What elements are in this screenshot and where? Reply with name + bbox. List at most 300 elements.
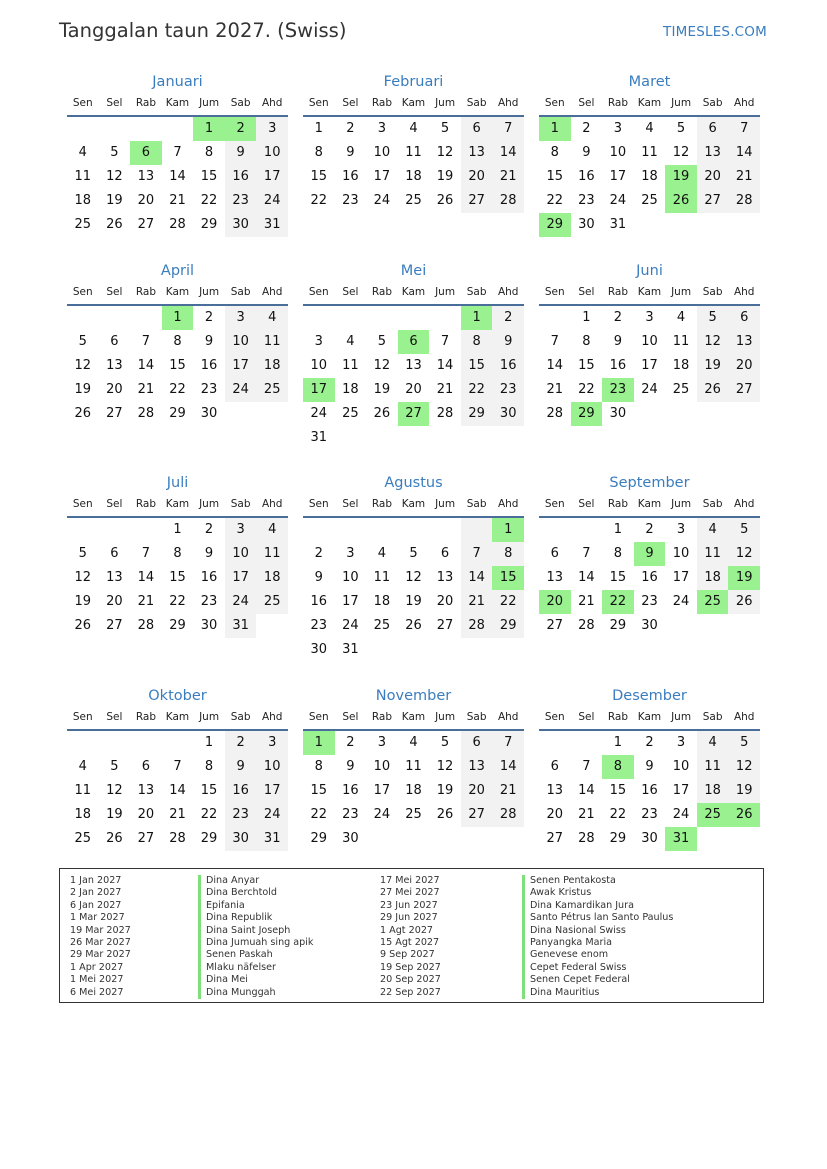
- day-cell[interactable]: 16: [492, 354, 524, 378]
- day-cell[interactable]: 21: [728, 165, 760, 189]
- day-cell[interactable]: 26: [405, 618, 422, 633]
- day-cell[interactable]: 28: [492, 803, 524, 827]
- day-cell[interactable]: 7: [141, 334, 151, 349]
- day-cell[interactable]: 30: [578, 217, 595, 232]
- day-cell[interactable]: 8: [602, 755, 634, 779]
- day-cell[interactable]: 12: [74, 358, 92, 373]
- day-cell[interactable]: 13: [436, 570, 454, 585]
- day-cell[interactable]: 1: [613, 735, 623, 750]
- day-cell[interactable]: 5: [78, 334, 87, 349]
- day-cell[interactable]: 26: [665, 189, 697, 213]
- day-cell[interactable]: 8: [173, 546, 182, 561]
- day-cell[interactable]: 27: [106, 406, 123, 421]
- day-cell[interactable]: 4: [645, 121, 654, 136]
- day-cell[interactable]: 16: [578, 169, 595, 184]
- day-cell[interactable]: 28: [137, 618, 155, 633]
- day-cell[interactable]: 17: [342, 594, 359, 609]
- day-cell[interactable]: 20: [405, 382, 422, 397]
- day-cell[interactable]: 16: [609, 358, 627, 373]
- day-cell[interactable]: 10: [672, 546, 690, 561]
- day-cell[interactable]: 1: [204, 735, 214, 750]
- day-cell[interactable]: 11: [373, 570, 391, 585]
- day-cell[interactable]: 15: [461, 354, 493, 378]
- day-cell[interactable]: 9: [225, 141, 257, 165]
- day-cell[interactable]: 25: [697, 590, 729, 614]
- day-cell[interactable]: 28: [436, 406, 454, 421]
- day-cell[interactable]: 24: [373, 807, 391, 822]
- day-cell[interactable]: 8: [613, 546, 623, 561]
- day-cell[interactable]: 3: [225, 518, 257, 542]
- day-cell[interactable]: 14: [137, 358, 155, 373]
- day-cell[interactable]: 19: [436, 783, 454, 798]
- day-cell[interactable]: 30: [200, 618, 218, 633]
- day-cell[interactable]: 29: [310, 831, 328, 846]
- day-cell[interactable]: 2: [613, 310, 623, 325]
- day-cell[interactable]: 15: [609, 570, 627, 585]
- day-cell[interactable]: 5: [409, 546, 418, 561]
- day-cell[interactable]: 12: [672, 145, 690, 160]
- day-cell[interactable]: 11: [74, 169, 92, 184]
- day-cell[interactable]: 3: [256, 117, 288, 141]
- day-cell[interactable]: 29: [609, 618, 627, 633]
- day-cell[interactable]: 31: [665, 827, 697, 851]
- day-cell[interactable]: 30: [225, 213, 257, 237]
- day-cell[interactable]: 29: [200, 217, 218, 232]
- day-cell[interactable]: 10: [342, 570, 359, 585]
- day-cell[interactable]: 13: [546, 570, 564, 585]
- day-cell[interactable]: 21: [492, 165, 524, 189]
- day-cell[interactable]: 10: [373, 759, 391, 774]
- day-cell[interactable]: 2: [225, 117, 257, 141]
- day-cell[interactable]: 1: [461, 306, 493, 330]
- day-cell[interactable]: 1: [582, 310, 591, 325]
- day-cell[interactable]: 24: [342, 618, 359, 633]
- day-cell[interactable]: 21: [169, 193, 186, 208]
- day-cell[interactable]: 7: [173, 759, 182, 774]
- day-cell[interactable]: 25: [405, 807, 422, 822]
- day-cell[interactable]: 18: [697, 566, 729, 590]
- day-cell[interactable]: 31: [256, 827, 288, 851]
- day-cell[interactable]: 11: [74, 783, 92, 798]
- day-cell[interactable]: 23: [641, 594, 658, 609]
- day-cell[interactable]: 9: [492, 330, 524, 354]
- day-cell[interactable]: 8: [582, 334, 591, 349]
- day-cell[interactable]: 27: [106, 618, 123, 633]
- day-cell[interactable]: 22: [546, 193, 564, 208]
- day-cell[interactable]: 22: [310, 807, 328, 822]
- day-cell[interactable]: 19: [728, 566, 760, 590]
- day-cell[interactable]: 25: [74, 831, 92, 846]
- day-cell[interactable]: 7: [440, 334, 450, 349]
- day-cell[interactable]: 13: [106, 570, 123, 585]
- day-cell[interactable]: 4: [256, 306, 288, 330]
- day-cell[interactable]: 12: [106, 169, 123, 184]
- day-cell[interactable]: 1: [314, 121, 323, 136]
- day-cell[interactable]: 28: [728, 189, 760, 213]
- day-cell[interactable]: 20: [106, 382, 123, 397]
- day-cell[interactable]: 14: [169, 169, 186, 184]
- day-cell[interactable]: 6: [461, 117, 493, 141]
- day-cell[interactable]: 22: [310, 193, 328, 208]
- day-cell[interactable]: 6: [728, 306, 760, 330]
- day-cell[interactable]: 21: [578, 594, 595, 609]
- day-cell[interactable]: 16: [225, 779, 257, 803]
- day-cell[interactable]: 9: [582, 145, 591, 160]
- day-cell[interactable]: 1: [539, 117, 571, 141]
- day-cell[interactable]: 18: [672, 358, 690, 373]
- day-cell[interactable]: 8: [314, 145, 323, 160]
- day-cell[interactable]: 30: [225, 827, 257, 851]
- day-cell[interactable]: 8: [550, 145, 559, 160]
- day-cell[interactable]: 27: [137, 217, 155, 232]
- day-cell[interactable]: 3: [346, 546, 355, 561]
- day-cell[interactable]: 18: [74, 193, 92, 208]
- day-cell[interactable]: 24: [609, 193, 627, 208]
- day-cell[interactable]: 2: [204, 522, 214, 537]
- day-cell[interactable]: 25: [672, 382, 690, 397]
- day-cell[interactable]: 8: [314, 759, 323, 774]
- day-cell[interactable]: 27: [546, 831, 564, 846]
- day-cell[interactable]: 25: [74, 217, 92, 232]
- day-cell[interactable]: 7: [550, 334, 559, 349]
- day-cell[interactable]: 27: [728, 378, 760, 402]
- day-cell[interactable]: 13: [106, 358, 123, 373]
- day-cell[interactable]: 19: [373, 382, 391, 397]
- day-cell[interactable]: 7: [141, 546, 151, 561]
- day-cell[interactable]: 7: [492, 117, 524, 141]
- day-cell[interactable]: 15: [200, 783, 218, 798]
- day-cell[interactable]: 23: [200, 594, 218, 609]
- day-cell[interactable]: 4: [78, 759, 87, 774]
- day-cell[interactable]: 19: [405, 594, 422, 609]
- day-cell[interactable]: 19: [106, 807, 123, 822]
- day-cell[interactable]: 17: [373, 783, 391, 798]
- day-cell[interactable]: 2: [645, 522, 654, 537]
- day-cell[interactable]: 14: [546, 358, 564, 373]
- day-cell[interactable]: 24: [373, 193, 391, 208]
- day-cell[interactable]: 27: [461, 803, 493, 827]
- day-cell[interactable]: 5: [377, 334, 387, 349]
- day-cell[interactable]: 23: [310, 618, 328, 633]
- day-cell[interactable]: 21: [137, 594, 155, 609]
- day-cell[interactable]: 24: [641, 382, 658, 397]
- day-cell[interactable]: 21: [578, 807, 595, 822]
- day-cell[interactable]: 7: [173, 145, 182, 160]
- day-cell[interactable]: 17: [225, 566, 257, 590]
- day-cell[interactable]: 29: [609, 831, 627, 846]
- day-cell[interactable]: 6: [141, 759, 151, 774]
- day-cell[interactable]: 20: [461, 165, 493, 189]
- day-cell[interactable]: 30: [641, 831, 658, 846]
- day-cell[interactable]: 28: [461, 614, 493, 638]
- day-cell[interactable]: 2: [645, 735, 654, 750]
- day-cell[interactable]: 23: [342, 193, 359, 208]
- day-cell[interactable]: 10: [310, 358, 328, 373]
- day-cell[interactable]: 22: [169, 594, 186, 609]
- day-cell[interactable]: 30: [492, 402, 524, 426]
- day-cell[interactable]: 16: [310, 594, 328, 609]
- day-cell[interactable]: 30: [342, 831, 359, 846]
- day-cell[interactable]: 20: [697, 165, 729, 189]
- day-cell[interactable]: 28: [546, 406, 564, 421]
- day-cell[interactable]: 24: [672, 594, 690, 609]
- day-cell[interactable]: 11: [405, 145, 422, 160]
- day-cell[interactable]: 3: [377, 735, 387, 750]
- day-cell[interactable]: 7: [728, 117, 760, 141]
- day-cell[interactable]: 18: [697, 779, 729, 803]
- day-cell[interactable]: 13: [137, 169, 155, 184]
- day-cell[interactable]: 23: [342, 807, 359, 822]
- day-cell[interactable]: 12: [697, 330, 729, 354]
- day-cell[interactable]: 10: [256, 755, 288, 779]
- day-cell[interactable]: 26: [436, 193, 454, 208]
- day-cell[interactable]: 14: [578, 570, 595, 585]
- day-cell[interactable]: 22: [169, 382, 186, 397]
- day-cell[interactable]: 27: [697, 189, 729, 213]
- day-cell[interactable]: 26: [106, 831, 123, 846]
- day-cell[interactable]: 14: [728, 141, 760, 165]
- day-cell[interactable]: 8: [204, 145, 214, 160]
- day-cell[interactable]: 27: [461, 189, 493, 213]
- day-cell[interactable]: 5: [78, 546, 87, 561]
- day-cell[interactable]: 15: [169, 570, 186, 585]
- day-cell[interactable]: 13: [137, 783, 155, 798]
- day-cell[interactable]: 16: [641, 570, 658, 585]
- day-cell[interactable]: 27: [398, 402, 430, 426]
- day-cell[interactable]: 17: [672, 783, 690, 798]
- day-cell[interactable]: 23: [225, 803, 257, 827]
- day-cell[interactable]: 5: [110, 145, 119, 160]
- day-cell[interactable]: 23: [578, 193, 595, 208]
- day-cell[interactable]: 13: [546, 783, 564, 798]
- day-cell[interactable]: 24: [672, 807, 690, 822]
- day-cell[interactable]: 4: [409, 735, 418, 750]
- day-cell[interactable]: 3: [676, 735, 686, 750]
- day-cell[interactable]: 17: [609, 169, 627, 184]
- day-cell[interactable]: 13: [728, 330, 760, 354]
- day-cell[interactable]: 7: [582, 759, 591, 774]
- day-cell[interactable]: 10: [225, 330, 257, 354]
- day-cell[interactable]: 9: [613, 334, 623, 349]
- day-cell[interactable]: 4: [697, 518, 729, 542]
- day-cell[interactable]: 16: [200, 570, 218, 585]
- day-cell[interactable]: 21: [546, 382, 564, 397]
- day-cell[interactable]: 15: [310, 783, 328, 798]
- day-cell[interactable]: 2: [314, 546, 323, 561]
- day-cell[interactable]: 22: [200, 807, 218, 822]
- day-cell[interactable]: 6: [130, 141, 162, 165]
- day-cell[interactable]: 30: [200, 406, 218, 421]
- day-cell[interactable]: 3: [256, 731, 288, 755]
- day-cell[interactable]: 5: [440, 735, 450, 750]
- day-cell[interactable]: 6: [697, 117, 729, 141]
- day-cell[interactable]: 29: [461, 402, 493, 426]
- day-cell[interactable]: 11: [697, 542, 729, 566]
- day-cell[interactable]: 18: [342, 382, 359, 397]
- day-cell[interactable]: 22: [578, 382, 595, 397]
- day-cell[interactable]: 23: [602, 378, 634, 402]
- day-cell[interactable]: 29: [571, 402, 603, 426]
- day-cell[interactable]: 9: [634, 542, 666, 566]
- day-cell[interactable]: 24: [256, 803, 288, 827]
- day-cell[interactable]: 25: [373, 618, 391, 633]
- day-cell[interactable]: 14: [578, 783, 595, 798]
- day-cell[interactable]: 19: [697, 354, 729, 378]
- day-cell[interactable]: 18: [373, 594, 391, 609]
- day-cell[interactable]: 29: [492, 614, 524, 638]
- day-cell[interactable]: 11: [641, 145, 658, 160]
- day-cell[interactable]: 21: [137, 382, 155, 397]
- day-cell[interactable]: 22: [461, 378, 493, 402]
- day-cell[interactable]: 15: [609, 783, 627, 798]
- day-cell[interactable]: 11: [256, 542, 288, 566]
- day-cell[interactable]: 6: [110, 546, 119, 561]
- day-cell[interactable]: 11: [672, 334, 690, 349]
- day-cell[interactable]: 26: [74, 406, 92, 421]
- day-cell[interactable]: 1: [492, 518, 524, 542]
- day-cell[interactable]: 1: [303, 731, 335, 755]
- day-cell[interactable]: 17: [256, 779, 288, 803]
- day-cell[interactable]: 10: [225, 542, 257, 566]
- day-cell[interactable]: 22: [492, 590, 524, 614]
- day-cell[interactable]: 10: [373, 145, 391, 160]
- day-cell[interactable]: 25: [405, 193, 422, 208]
- day-cell[interactable]: 6: [440, 546, 450, 561]
- day-cell[interactable]: 22: [609, 807, 627, 822]
- day-cell[interactable]: 14: [436, 358, 454, 373]
- day-cell[interactable]: 26: [697, 378, 729, 402]
- day-cell[interactable]: 15: [546, 169, 564, 184]
- day-cell[interactable]: 21: [492, 779, 524, 803]
- day-cell[interactable]: 24: [256, 189, 288, 213]
- day-cell[interactable]: 31: [256, 213, 288, 237]
- day-cell[interactable]: 10: [609, 145, 627, 160]
- day-cell[interactable]: 3: [645, 310, 654, 325]
- day-cell[interactable]: 20: [137, 193, 155, 208]
- day-cell[interactable]: 17: [373, 169, 391, 184]
- day-cell[interactable]: 18: [405, 169, 422, 184]
- day-cell[interactable]: 5: [110, 759, 119, 774]
- day-cell[interactable]: 17: [672, 570, 690, 585]
- day-cell[interactable]: 16: [200, 358, 218, 373]
- day-cell[interactable]: 2: [346, 121, 355, 136]
- day-cell[interactable]: 31: [225, 614, 257, 638]
- brand-link[interactable]: TIMESLES.COM: [663, 24, 767, 40]
- day-cell[interactable]: 25: [256, 378, 288, 402]
- day-cell[interactable]: 28: [492, 189, 524, 213]
- day-cell[interactable]: 22: [602, 590, 634, 614]
- day-cell[interactable]: 16: [225, 165, 257, 189]
- day-cell[interactable]: 14: [492, 755, 524, 779]
- day-cell[interactable]: 4: [676, 310, 686, 325]
- day-cell[interactable]: 25: [697, 803, 729, 827]
- day-cell[interactable]: 25: [342, 406, 359, 421]
- day-cell[interactable]: 4: [78, 145, 87, 160]
- day-cell[interactable]: 15: [578, 358, 595, 373]
- day-cell[interactable]: 31: [342, 642, 359, 657]
- day-cell[interactable]: 10: [672, 759, 690, 774]
- day-cell[interactable]: 8: [461, 330, 493, 354]
- day-cell[interactable]: 31: [310, 430, 328, 445]
- day-cell[interactable]: 24: [225, 378, 257, 402]
- day-cell[interactable]: 18: [256, 566, 288, 590]
- day-cell[interactable]: 31: [609, 217, 627, 232]
- day-cell[interactable]: 6: [110, 334, 119, 349]
- day-cell[interactable]: 6: [550, 546, 559, 561]
- day-cell[interactable]: 9: [204, 334, 214, 349]
- day-cell[interactable]: 23: [641, 807, 658, 822]
- day-cell[interactable]: 6: [398, 330, 430, 354]
- day-cell[interactable]: 4: [409, 121, 418, 136]
- day-cell[interactable]: 13: [405, 358, 422, 373]
- day-cell[interactable]: 18: [74, 807, 92, 822]
- day-cell[interactable]: 9: [204, 546, 214, 561]
- day-cell[interactable]: 29: [169, 406, 186, 421]
- day-cell[interactable]: 29: [200, 831, 218, 846]
- day-cell[interactable]: 5: [728, 518, 760, 542]
- day-cell[interactable]: 18: [405, 783, 422, 798]
- day-cell[interactable]: 28: [137, 406, 155, 421]
- day-cell[interactable]: 5: [728, 731, 760, 755]
- day-cell[interactable]: 8: [173, 334, 182, 349]
- day-cell[interactable]: 11: [342, 358, 359, 373]
- day-cell[interactable]: 19: [74, 594, 92, 609]
- day-cell[interactable]: 19: [74, 382, 92, 397]
- day-cell[interactable]: 27: [546, 618, 564, 633]
- day-cell[interactable]: 7: [461, 542, 493, 566]
- day-cell[interactable]: 1: [613, 522, 623, 537]
- day-cell[interactable]: 3: [676, 522, 686, 537]
- day-cell[interactable]: 20: [539, 590, 571, 614]
- day-cell[interactable]: 12: [436, 145, 454, 160]
- day-cell[interactable]: 5: [440, 121, 450, 136]
- day-cell[interactable]: 1: [173, 522, 182, 537]
- day-cell[interactable]: 26: [106, 217, 123, 232]
- day-cell[interactable]: 2: [204, 310, 214, 325]
- day-cell[interactable]: 23: [225, 189, 257, 213]
- day-cell[interactable]: 21: [461, 590, 493, 614]
- day-cell[interactable]: 16: [342, 169, 359, 184]
- day-cell[interactable]: 28: [578, 618, 595, 633]
- day-cell[interactable]: 11: [697, 755, 729, 779]
- day-cell[interactable]: 28: [169, 831, 186, 846]
- day-cell[interactable]: 19: [728, 779, 760, 803]
- day-cell[interactable]: 12: [74, 570, 92, 585]
- day-cell[interactable]: 12: [728, 755, 760, 779]
- day-cell[interactable]: 10: [256, 141, 288, 165]
- day-cell[interactable]: 9: [346, 145, 355, 160]
- day-cell[interactable]: 5: [676, 121, 686, 136]
- day-cell[interactable]: 9: [225, 755, 257, 779]
- day-cell[interactable]: 8: [492, 542, 524, 566]
- day-cell[interactable]: 4: [256, 518, 288, 542]
- day-cell[interactable]: 16: [342, 783, 359, 798]
- day-cell[interactable]: 17: [256, 165, 288, 189]
- day-cell[interactable]: 19: [436, 169, 454, 184]
- day-cell[interactable]: 13: [697, 141, 729, 165]
- day-cell[interactable]: 12: [373, 358, 391, 373]
- day-cell[interactable]: 18: [256, 354, 288, 378]
- day-cell[interactable]: 4: [346, 334, 355, 349]
- day-cell[interactable]: 12: [436, 759, 454, 774]
- day-cell[interactable]: 1: [162, 306, 194, 330]
- day-cell[interactable]: 14: [169, 783, 186, 798]
- day-cell[interactable]: 17: [303, 378, 335, 402]
- day-cell[interactable]: 30: [609, 406, 627, 421]
- day-cell[interactable]: 17: [225, 354, 257, 378]
- day-cell[interactable]: 26: [728, 590, 760, 614]
- day-cell[interactable]: 17: [641, 358, 658, 373]
